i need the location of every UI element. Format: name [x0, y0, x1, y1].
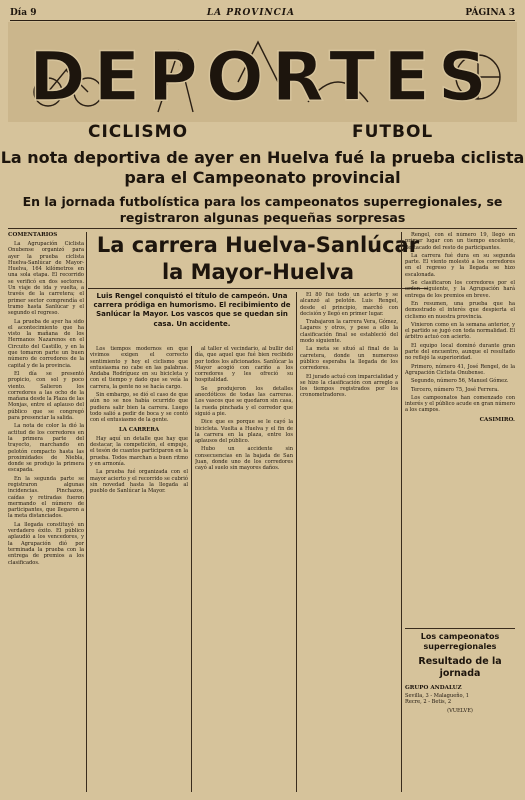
article-paragraph: El jurado actuó con imparcialidad y se hizo la clasificación con arreglo a los tiempos registrados por los cronometradores. — [300, 373, 398, 399]
article-title: La carrera Huelva-Sanlúcar la Mayor-Huelva — [96, 233, 420, 284]
headline-rule — [8, 228, 517, 229]
signature: CASIMIRO. — [479, 416, 515, 423]
article-paragraph: Los tiempos modernos en que vivimos exigen el correcto sentimiento y hoy el ciclismo que entusiasma no cabe en las palabras. Andaba Rodríguez en su bicicleta y con el tiempo y dado que se veía la carrera, la gente no se hacía cargo. — [90, 346, 188, 390]
deportes-masthead — [8, 22, 517, 122]
page-day: Día 9 — [10, 8, 37, 18]
article-column-c — [300, 292, 398, 792]
result-line: Sevilla, 3 - Malagueño, 1 — [405, 693, 470, 699]
futbol-paragraph: El equipo local dominó durante gran parte del encuentro, aunque el resultado no reflejó la superioridad. — [405, 342, 515, 362]
article-paragraph: Dice que es porque se le cayó la bicicleta. Vuelta a Huelva y el fin de la carrera en la plaza, entre los aplausos del público. — [195, 419, 293, 445]
column-divider — [401, 232, 402, 792]
article-paragraph: La prueba fué organizada con el mayor acierto y el recorrido se cubrió sin novedad hasta la llegada al pueblo de Sanlúcar la Mayor. — [90, 469, 188, 495]
right-paragraph: En resumen, una prueba que ha demostrado el interés que despierta el ciclismo en nuestra provincia. — [405, 300, 515, 320]
futbol-paragraph: Primero, número 41, José Rengel, de la Agrupación Ciclista Onubense. — [405, 363, 515, 376]
column-divider — [191, 346, 192, 792]
column-divider — [296, 292, 297, 792]
article-paragraph: Trabajaron la carrera Vera, Gómez, Lagares y otros, y pese a ello la clasificación final se estableció del modo siguiente. — [300, 319, 398, 345]
article-column-a — [90, 346, 188, 792]
comentarios-paragraph: La nota de color la dió la actitud de los corredores en la primera parte del trayecto, marchando en pelotón compacto hasta las proximidades de Niebla, donde se produjo la primera escapada. — [8, 423, 84, 474]
article-paragraph: Él 80 fué todo un acierto y se alcanzó al pelotón. Luis Rengel, desde el principio, marchó con decisión y llegó en primer lugar. — [300, 292, 398, 317]
la-carrera-subhead: LA CARRERA — [118, 426, 160, 433]
article-column-b — [195, 346, 293, 792]
page-number: PÁGINA 3 — [465, 8, 515, 18]
comentarios-paragraph: La Agrupación Ciclista Onubense organizó para ayer la prueba ciclista Huelva-Sanlúcar de Mayor-Huelva, 164 kilómetros en una sola etapa. El recorrido se verificó en dos sectores. Un viaje de ida y vuelta, a través de la carretera; el primer sector comprendía el tramo hasta Sanlúcar y el segundo el regreso. — [8, 241, 84, 317]
comentarios-paragraph: La llegada constituyó un verdadero éxito. El público aplaudió a los vencedores, y la Agrupación dió por terminada la prueba con la entrega de premios a los clasificados. — [8, 521, 84, 566]
article-paragraph: Hubo un accidente sin consecuencias en la bajada de San Juan, donde uno de los corredores cayó al suelo sin mayores daños. — [195, 446, 293, 472]
result-line: Recre, 2 - Betis, 2 — [405, 699, 452, 706]
results-subtitle: Resultado de la jornada — [418, 656, 502, 679]
paper-name: LA PROVINCIA — [206, 8, 295, 18]
results-box — [405, 632, 515, 792]
masthead-title: DEPORTES — [29, 38, 495, 117]
page-header — [10, 6, 515, 21]
comentarios-paragraph: El día se presentó propicio, con sol y poco viento. Salieron los corredores a las ocho de la mañana desde la Plaza de las Monjas, entre el aplauso del público que se congregó para presenciar la salida. — [8, 370, 84, 422]
comentarios-paragraph: La prueba de ayer ha sido el acontecimiento que ha visto la mañana de los Hermanos Nazarenos en el Circuito del Castillo, y en la que tomaron parte un buen número de corredores de la capital y de la provincia. — [8, 318, 84, 369]
results-title: Los campeonatos superregionales — [420, 632, 500, 651]
article-deck: Luis Rengel conquistó el título de campeón. Una carrera pródiga en humorismo. El recibimiento de Sanlúcar la Mayor. Los vascos que se quedan sin casa. Un accidente. — [93, 292, 291, 328]
futbol-paragraph: Vinieron como en la semana anterior, y el partido se jugó con toda normalidad. El árbitro actuó con acierto. — [405, 321, 515, 341]
comentarios-paragraph: En la segunda parte se registraron algunas incidencias. Pinchazos, caídas y retiradas fueron mermando el número de participantes, que llegaron a la meta distanciados. — [8, 475, 84, 520]
article-paragraph: Se produjeron los detalles anecdóticos de todas las carreras. Los vascos que se quedaron sin casa, la rueda pinchada y el corredor que siguió a pie. — [195, 385, 293, 417]
right-column — [405, 232, 515, 622]
futbol-paragraph: Tercero, número 75, José Ferrera. — [411, 386, 499, 393]
comentarios-label: COMENTARIOS — [8, 232, 58, 238]
section-futbol: FUTBOL — [352, 122, 434, 142]
article-paragraph: Hay aquí un detalle que hay que destacar, la competición, el empuje, el tesón de cuantos participaron en la prueba. Todos marchan a buen ritmo y en armonía. — [90, 435, 188, 468]
article-paragraph: Sin embargo, se dió el caso de que aún no se nos había ocurrido que pudiera salir bien la carrera. Luego todo salió a pedir de boca y se contó con el entusiasmo de la gente. — [90, 392, 188, 424]
article-paragraph: al taller el vecindario, al bullir del día, que aquel que fué bien recibido por todos los aficionados. Sanlúcar la Mayor acogió con cariño a los corredores y les ofreció su hospitalidad. — [195, 346, 293, 384]
sub-headline: En la jornada futbolística para los campeonatos superregionales, se registraron algunas pequeñas sorpresas — [22, 194, 503, 225]
comentarios-column — [8, 232, 84, 792]
results-group: GRUPO ANDALUZ — [405, 685, 462, 691]
right-paragraph: La carrera fué dura en su segunda parte. El viento molestó a los corredores en el regreso y la llegada se hizo escalonada. — [405, 252, 515, 278]
article-paragraph: La meta se situó al final de la carretera, donde un numeroso público esperaba la llegada de los corredores. — [300, 346, 398, 372]
title-rule — [88, 288, 428, 289]
main-headline: La nota deportiva de ayer en Huelva fué la prueba ciclista para el Campeonato provincial — [0, 148, 525, 187]
column-divider — [86, 232, 87, 792]
right-paragraph: Rengel, con el número 19, llegó en primer lugar con un tiempo excelente, destacado del resto de participantes. — [405, 232, 515, 251]
futbol-paragraph: Segundo, número 56, Manuel Gómez. — [411, 378, 509, 385]
futbol-paragraph: Los campeonatos han comenzado con interés y el público acude en gran número a los campos. — [405, 394, 515, 414]
results-tag: (VUELVE) — [447, 707, 473, 714]
section-ciclismo: CICLISMO — [88, 122, 189, 142]
right-paragraph: Se clasificaron los corredores por el orden siguiente, y la Agrupación hará entrega de los premios en breve. — [405, 280, 515, 299]
box-rule — [405, 628, 515, 629]
